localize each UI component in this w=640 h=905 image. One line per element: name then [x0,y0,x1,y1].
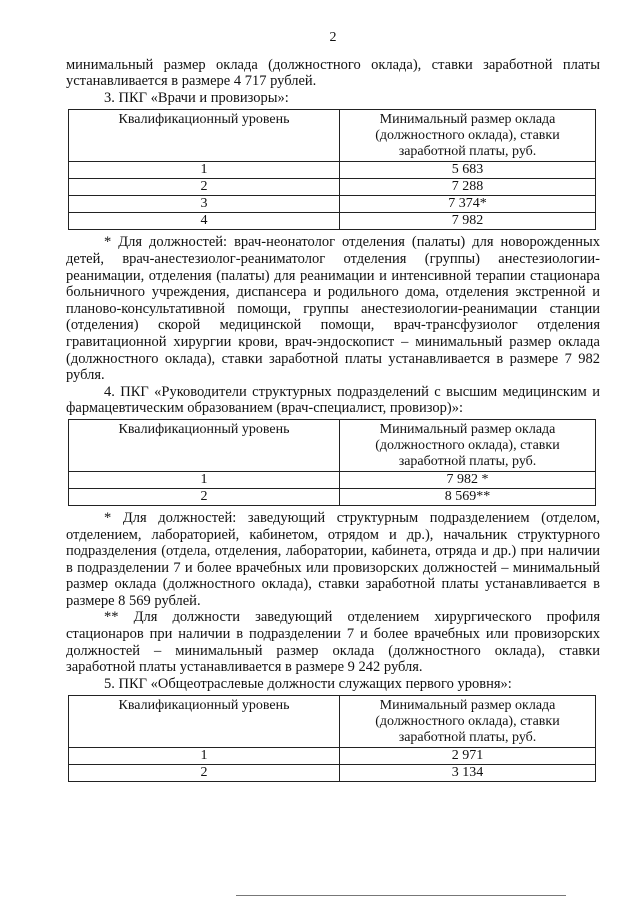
level-cell: 4 [69,213,340,230]
table-header-row [69,696,596,748]
level-cell: 1 [69,162,340,179]
section-3-table [68,109,596,230]
level-cell: 2 [69,488,340,505]
section-5-table [68,695,596,782]
table-row [69,488,596,505]
level-cell: 2 [69,179,340,196]
level-cell: 1 [69,471,340,488]
table-header-row [69,110,596,162]
salary-cell: 7 288 [340,179,596,196]
footer-divider [236,895,566,896]
section-4-footnote-2: ** Для должности заведующий отделением хирургического профиля стационаров при наличии в подразделении 7 и более врачебных или провизорских должностей – минимальный размер оклада (должностного оклада), ставки заработной платы устанавливается в размере 9 242 рубля. [66,609,600,676]
salary-cell: 7 374* [340,196,596,213]
level-cell: 3 [69,196,340,213]
salary-cell: 8 569** [340,488,596,505]
level-cell: 1 [69,748,340,765]
salary-cell: 2 971 [340,748,596,765]
table-row [69,471,596,488]
section-4-table [68,419,596,506]
intro-paragraph: минимальный размер оклада (должностного оклада), ставки заработной платы устанавливается в размере 4 717 рублей. [66,56,600,90]
salary-column-header: Минимальный размер оклада (должностного оклада), ставки заработной платы, руб. [340,696,596,748]
salary-cell: 3 134 [340,765,596,782]
section-3-footnote: * Для должностей: врач-неонатолог отделения (палаты) для новорожденных детей, врач-анестезиолог-реаниматолог отделения (группы) анестезиологии-реанимации, отделения (палаты) для реанимации и интенсивной терапии стационара больничного учреждения, диспансера и родильного дома, отделения экстренной и планово-консультативной помощи, группы анестезиологии-реанимации станции (отделения) скорой медицинской помощи, врач-трансфузиолог отделения гравитационной хирургии крови, врач-эндоскопист – минимальный размер оклада (должностного оклада), ставки заработной платы устанавливается в размере 7 982 рубля. [66,234,600,384]
level-column-header: Квалификационный уровень [69,110,340,162]
level-column-header: Квалификационный уровень [69,419,340,471]
level-cell: 2 [69,765,340,782]
section-3-heading: 3. ПКГ «Врачи и провизоры»: [104,89,289,106]
table-row [69,179,596,196]
section-4-heading: 4. ПКГ «Руководители структурных подразделений с высшим медицинским и фармацевтическим образованием (врач-специалист, провизор)»: [66,383,600,417]
section-5-heading: 5. ПКГ «Общеотраслевые должности служащих первого уровня»: [104,675,512,692]
table-row [69,748,596,765]
section-4-footnote-1: * Для должностей: заведующий структурным подразделением (отделом, отделением, лабораторией, кабинетом, отрядом и др.), начальник структурного подразделения (отдела, отделения, лаборатории, кабинета, отряда и др.) при наличии в подразделении 7 и более врачебных или провизорских должностей – минимальный размер оклада (должностного оклада), ставки заработной платы устанавливается в размере 8 569 рублей. [66,509,600,609]
salary-cell: 7 982 * [340,471,596,488]
table-row [69,162,596,179]
level-column-header: Квалификационный уровень [69,696,340,748]
table-row [69,213,596,230]
table-row [69,765,596,782]
table-header-row [69,419,596,471]
salary-cell: 7 982 [340,213,596,230]
salary-column-header: Минимальный размер оклада (должностного оклада), ставки заработной платы, руб. [340,419,596,471]
salary-column-header: Минимальный размер оклада (должностного оклада), ставки заработной платы, руб. [340,110,596,162]
document-page [66,30,600,786]
page-number: 2 [329,30,337,45]
table-row [69,196,596,213]
salary-cell: 5 683 [340,162,596,179]
